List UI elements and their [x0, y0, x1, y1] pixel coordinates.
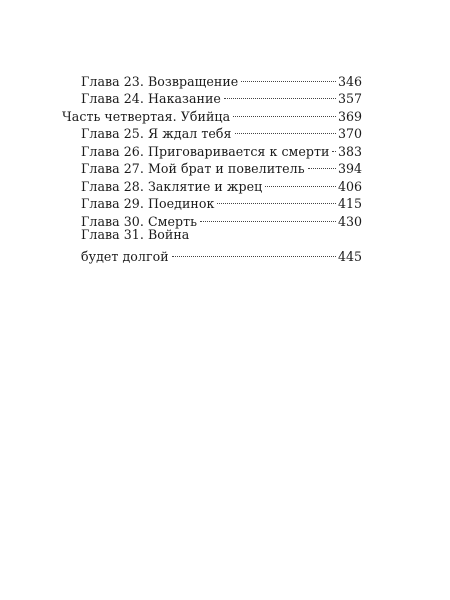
dot-leader [217, 191, 336, 209]
toc-entry-page: 394 [337, 161, 362, 176]
toc-entry-part-4 [62, 103, 362, 124]
toc-entry-title: Глава 24. Наказание [81, 91, 221, 106]
dot-leader [265, 173, 336, 191]
dot-leader [224, 86, 336, 104]
dot-leader [235, 121, 336, 139]
toc-entry-title: Глава 26. Приговаривается к смерти [81, 143, 330, 159]
toc-entry-title-continued: будет долгой [81, 248, 169, 264]
dot-leader [233, 103, 336, 121]
toc-entry-chapter-31-line1 [62, 226, 362, 244]
toc-entry-chapter-26 [62, 138, 362, 159]
toc-entry-chapter-28 [62, 173, 362, 194]
toc-entry-chapter-30 [62, 208, 362, 229]
toc-entry-page: 415 [337, 196, 362, 211]
toc-entry-page: 346 [337, 73, 362, 89]
dot-leader [172, 243, 336, 261]
toc-entry-title: Глава 28. Заклятие и жрец [81, 178, 263, 194]
toc-entry-page: 445 [337, 248, 362, 264]
toc-entry-title: Глава 31. Война [81, 226, 190, 242]
toc-entry-title: Часть четвертая. Убийца [62, 108, 231, 124]
dot-leader [308, 156, 336, 174]
table-of-contents [62, 68, 362, 264]
toc-entry-page: 430 [337, 213, 362, 229]
toc-entry-page: 406 [337, 178, 362, 194]
toc-entry-page: 369 [337, 108, 362, 124]
toc-entry-chapter-31-line2 [62, 243, 362, 264]
toc-entry-title: Глава 23. Возвращение [81, 73, 239, 89]
toc-entry-title: Глава 27. Мой брат и повелитель [81, 161, 305, 176]
toc-entry-chapter-23 [62, 68, 362, 89]
toc-entry-title: Глава 29. Поединок [81, 196, 215, 211]
dot-leader [332, 138, 335, 156]
toc-entry-title: Глава 30. Смерть [81, 213, 198, 229]
toc-entry-page: 383 [337, 143, 362, 159]
dot-leader [241, 68, 336, 86]
toc-entry-page: 357 [337, 91, 362, 106]
toc-entry-chapter-25 [62, 121, 362, 139]
toc-entry-chapter-29 [62, 191, 362, 209]
dot-leader [200, 208, 336, 226]
toc-entry-chapter-27 [62, 156, 362, 174]
toc-entry-title: Глава 25. Я ждал тебя [81, 126, 232, 141]
toc-entry-chapter-24 [62, 86, 362, 104]
toc-entry-page: 370 [337, 126, 362, 141]
